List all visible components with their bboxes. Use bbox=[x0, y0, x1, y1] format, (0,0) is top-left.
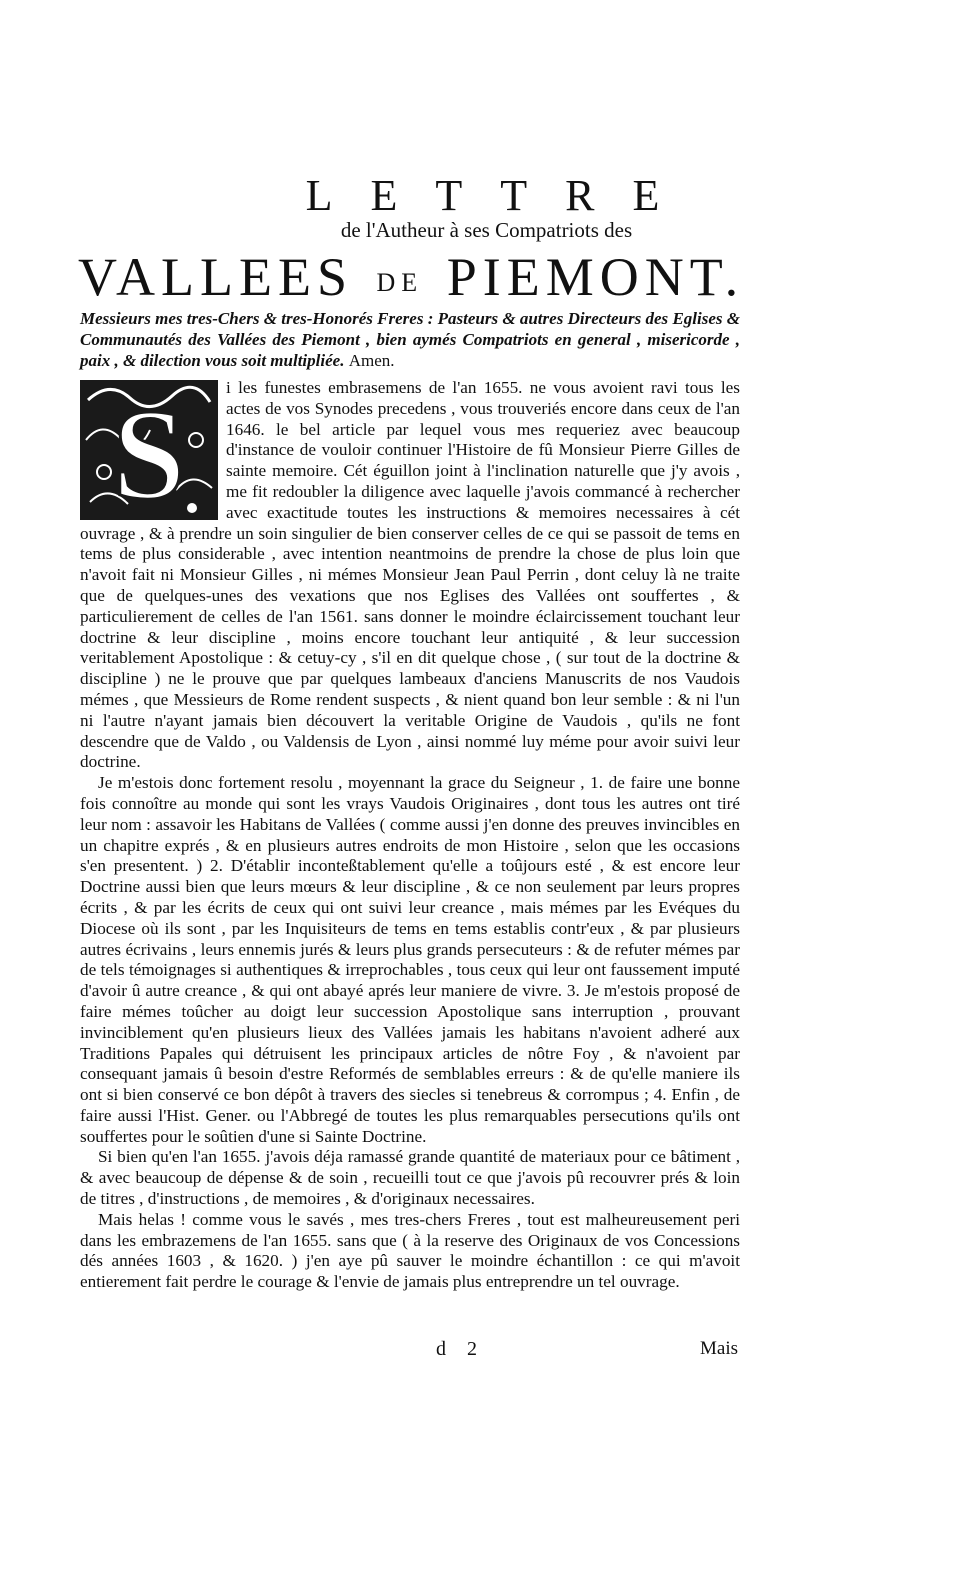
signature-mark: d 2 bbox=[436, 1338, 485, 1360]
salutation-text: Messieurs mes tres-Chers & tres-Honorés Freres : Pasteurs & autres Directeurs des Eglises & Communautés des Vallées des Piemont , bien aymés Compatriots en general , misericorde , paix , & dilection vous soit multipliée. bbox=[80, 309, 740, 370]
paragraph-2: Je m'estois donc fortement resolu , moyennant la grace du Seigneur , 1. de faire une bonne fois connoître au monde qui sont les vrays Vaudois Originaires , dont tous les autres ont tiré leur nom : assavoir les Habitans de Vallées ( comme aussi j'en donne des preuves invincibles en un chapitre exprés , & en plusieurs autres endroits de mon Histoire , selon que les occasions s'en presentent. ) 2. D'établir inconteßtablement qu'elle a toûjours esté , & est encore leur Doctrine aussi bien que leurs mœurs & leur discipline , & ce non seulement par leurs propres écrits , & par les écrits de ceux qui ont suivi leur creance , mais mémes par les Evéques du Diocese où ils sont , par les Inquisiteurs de tems en tems establis contr'eux , & par plusieurs autres écrivains , leurs ennemis jurés & leurs plus grands persecuteurs : & de refuter mémes par de tels témoignages si authentiques & irreprochables , tous ceux qui leur ont faussement imputé d'avoir û autre creance , & qui ont abayé aprés leur maniere de vivre. 3. Je m'estois proposé de faire mémes toûcher au doigt leur succession Apostolique sans interruption , prouvant invinciblement qu'en plusieurs lieux des Vallées jamais les habitans n'avoient adheré aux Traditions Papales qui détruisent les principaux articles de nôtre Foy , & n'avoient par consequant jamais û besoin d'estre Reformés de semblables erreurs : & de qu'elle maniere ils ont si bien conservé ce bon dépôt à travers des siecles si tenebreus & corrompus ; 4. Enfin , de faire aussi l'Hist. Gener. ou l'Abbregé de toutes les plus remarquables persecutions qu'ils ont souffertes pour le soûtien d'une si Sainte Doctrine. bbox=[80, 773, 740, 1146]
big-title-de: DE bbox=[376, 267, 424, 297]
salutation-amen: Amen. bbox=[348, 351, 395, 370]
dropcap-letter: S bbox=[112, 383, 186, 520]
catchword: Mais bbox=[700, 1338, 738, 1359]
big-title-left: VALLEES bbox=[78, 247, 354, 307]
letter-body bbox=[80, 378, 740, 1293]
paragraph-1: i les funestes embrasemens de l'an 1655. ne vous avoient ravi tous les actes de vos Synodes precedens , vous trouveriés encore dans ceux de l'an 1646. le bel article par lequel vous mes requeriez avec beaucoup d'instance de vouloir continuer l'Histoire de fû Monsieur Pierre Gilles de sainte memoire. Cét éguillon joint à l'inclination naturelle que j'y avois , me fit redoubler la diligence avec laquelle j'avois commancé à rechercher avec exactitude toutes les instructions & memoires necessaires à cét ouvrage , & à prendre un soin singulier de bien conserver celles de ce qui se passoit de tems en tems de plus considerable , avec intention neantmoins de prendre la chose de plus loin que n'avoit fait ni Monsieur Gilles , ni mémes Monsieur Jean Paul Perrin , dont celuy là ne traite que de quelques-unes des vexations que nos Eglises des Vallées ont souffertes , & particulierement de celles de l'an 1561. sans donner le moindre éclaircissement touchant leur doctrine & leur discipline , moins encore touchant leur antiquité , & leur succession veritablement Apostolique : & cetuy-cy , s'il en dit quelque chose , ( sur tout de la doctrine & discipline ) ne le prouve que par quelques lambeaux d'anciens Manuscrits de nos Vaudois mémes , que Messieurs de Rome rendent suspects , & nient quand bon leur semble : & ni l'un ni l'autre n'ayant jamais bien découvert la veritable Origine de Vaudois , qu'ils ne font descendre que de Valdo , ou Valdensis de Lyon , ainsi nommé luy méme pour avoir suivi leur doctrine. bbox=[80, 378, 740, 772]
paragraph-3: Si bien qu'en l'an 1655. j'avois déja ramassé grande quantité de materiaux pour ce bâtiment , & avec beaucoup de dépense & de soin , recueilli tout ce que j'avois pû recouvrer prés & loin de titres , d'instructions , de memoires , & d'originaux necessaires. bbox=[80, 1147, 740, 1209]
big-title-right: PIEMONT. bbox=[446, 247, 745, 307]
letter-title: LETTRE bbox=[305, 171, 698, 220]
letter-subtitle: de l'Autheur à ses Compatriots des bbox=[340, 218, 633, 242]
salutation bbox=[80, 308, 740, 371]
ornamental-dropcap-icon bbox=[80, 380, 218, 520]
big-title bbox=[78, 246, 745, 308]
paragraph-4: Mais helas ! comme vous le savés , mes tres-chers Freres , tout est malheureusement peri dans les embrazemens de l'an 1655. sans que ( à la reserve des Originaux de vos Concessions dés années 1603 , & 1620. ) j'en aye pû sauver le moindre échantillon : ce qui m'avoit entierement fait perdre le courage & l'envie de jamais plus entreprendre un tel ouvrage. bbox=[80, 1209, 740, 1292]
